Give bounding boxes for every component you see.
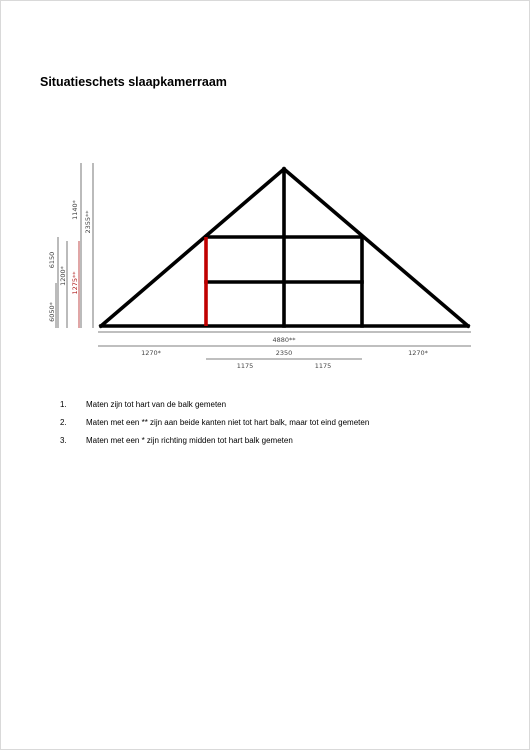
dim-label-2350: 2350 (275, 349, 293, 357)
roof-right-rafter (284, 169, 468, 326)
roof-sketch (1, 1, 530, 751)
dim-label-2355: 2355** (84, 210, 92, 234)
dim-label-4880: 4880** (272, 336, 296, 344)
note-text: Maten zijn tot hart van de balk gemeten (86, 400, 227, 409)
note-number: 2. (60, 418, 67, 427)
note-text: Maten met een ** zijn aan beide kanten niet tot hart balk, maar tot eind gemeten (86, 418, 370, 427)
dim-label-6050: 6050* (48, 302, 56, 322)
page-title: Situatieschets slaapkamerraam (40, 75, 227, 89)
dim-label-1140: 1140* (71, 200, 79, 220)
dim-label-1275: 1275** (71, 271, 79, 295)
note-number: 1. (60, 400, 67, 409)
dim-label-1175-right: 1175 (314, 362, 332, 370)
dim-label-1200: 1200* (59, 266, 67, 286)
roof-left-rafter (101, 169, 284, 326)
dim-label-6150: 6150 (48, 251, 56, 269)
dim-label-1270-left: 1270* (141, 349, 161, 357)
note-text: Maten met een * zijn richting midden tot hart balk gemeten (86, 436, 293, 445)
vertical-dimension-lines (56, 163, 93, 328)
dim-label-1270-right: 1270* (408, 349, 428, 357)
dim-label-1175-left: 1175 (236, 362, 254, 370)
note-number: 3. (60, 436, 67, 445)
roof-frame (101, 169, 468, 326)
